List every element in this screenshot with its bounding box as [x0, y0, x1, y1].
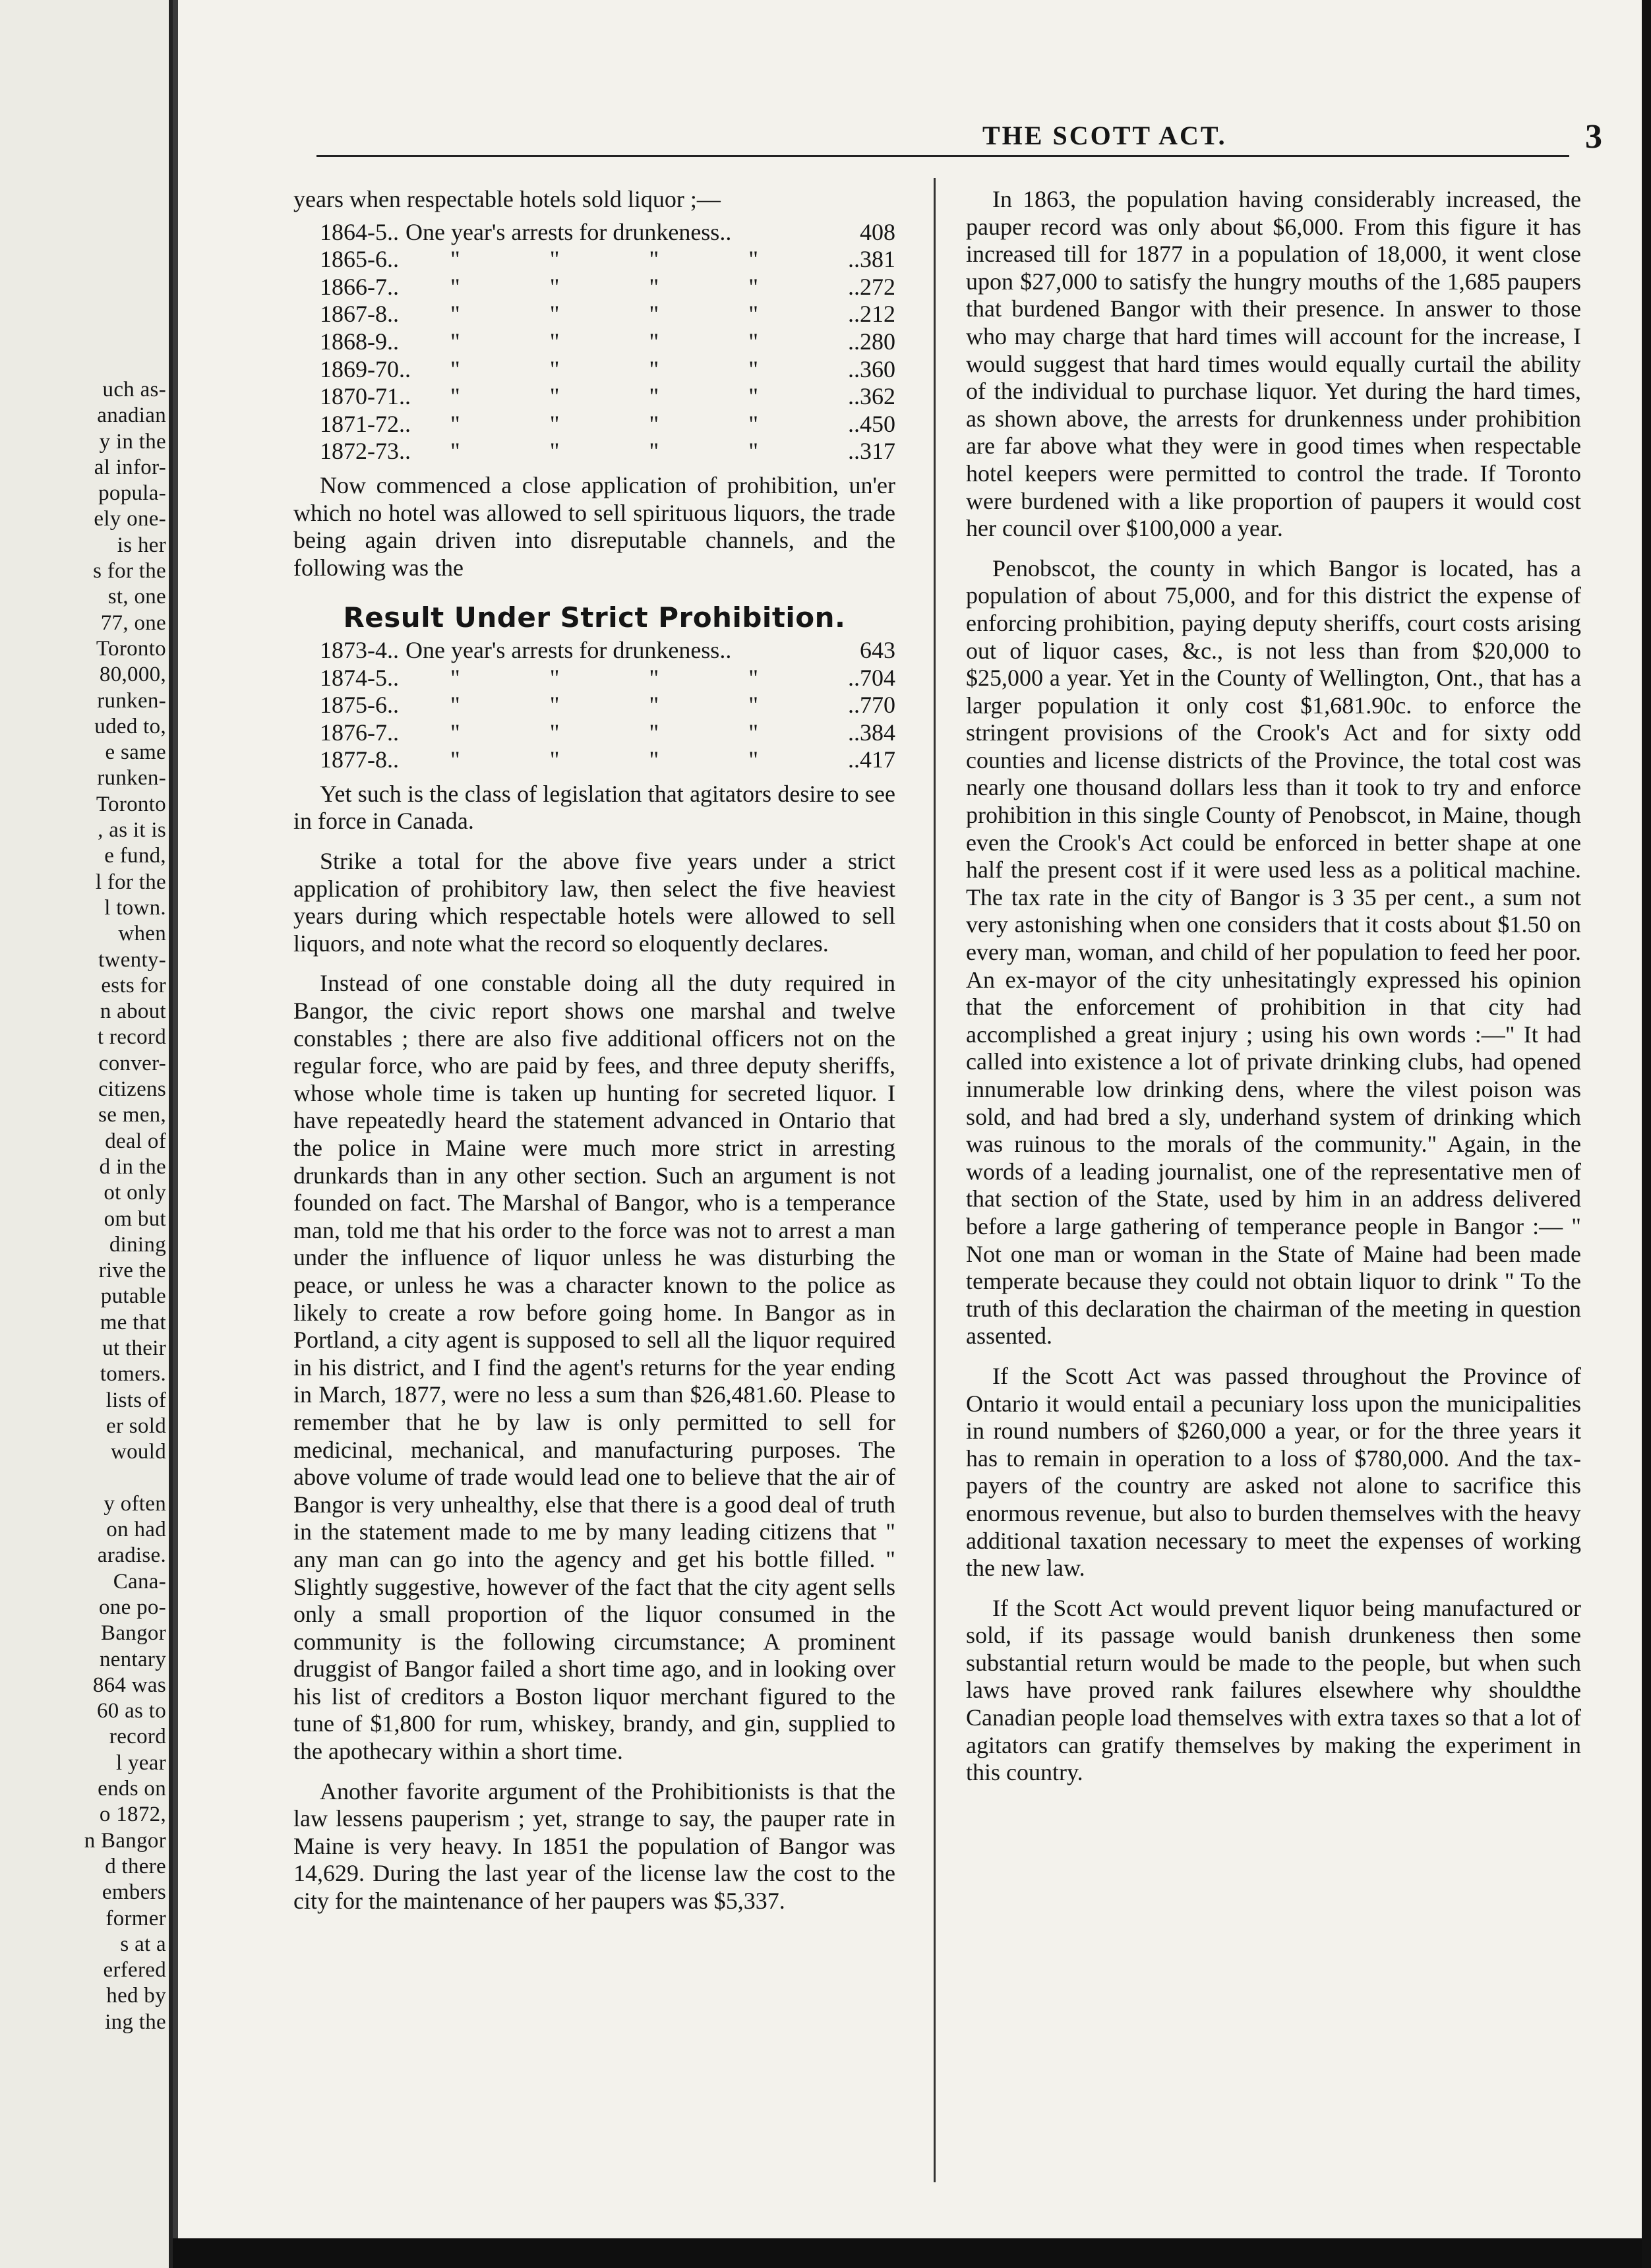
ditto-mark: "	[549, 410, 560, 437]
margin-fragment: ests for	[101, 973, 166, 998]
ditto-mark: "	[748, 301, 758, 328]
ditto-mark: "	[549, 273, 560, 300]
ditto-mark: "	[450, 383, 460, 410]
margin-fragment: 77, one	[100, 611, 166, 635]
arrest-row	[293, 665, 895, 692]
arrest-row	[293, 219, 895, 247]
ditto-marks	[405, 746, 803, 774]
ditto-mark: "	[748, 328, 758, 355]
ditto-marks	[405, 274, 803, 301]
scan-shadow-bottom	[173, 2238, 1651, 2268]
paragraph-another: Another favorite argument of the Prohibitionists is that the law lessens pauperism ; yet, strange to say, the pauper rate in Maine is very heavy. In 1851 the population of Bangor was 14,629. During the last year of the license law the cost to the city for the maintenance of her paupers was $5,337.	[293, 1777, 895, 1915]
margin-fragment: uded to,	[94, 714, 166, 738]
margin-fragment: 864 was	[92, 1673, 166, 1697]
ditto-mark: "	[748, 273, 758, 300]
arrest-year: 1870-71..	[320, 383, 411, 410]
margin-fragment: uch as-	[102, 378, 166, 402]
ditto-marks	[405, 328, 803, 356]
paragraph-yet: Yet such is the class of legislation that agitators desire to see in force in Canada.	[293, 780, 895, 835]
margin-fragment	[0, 1465, 166, 1491]
margin-fragment: lists of	[105, 1388, 166, 1412]
margin-fragment: Toronto	[96, 792, 166, 816]
running-title: THE SCOTT ACT.	[982, 121, 1227, 150]
ditto-mark: "	[549, 355, 560, 382]
arrest-row	[293, 746, 895, 774]
scan-shadow-right	[1642, 0, 1651, 2268]
column-divider	[934, 178, 936, 2182]
arrest-count: ..272	[848, 273, 895, 300]
margin-fragment: when	[118, 922, 166, 946]
ditto-mark: "	[748, 355, 758, 382]
paragraph-1863: In 1863, the population having considerably increased, the pauper record was only about $6,000. From this figure it has increased till for 1877 in a population of 18,000, it went close upon $27,000 to satisfy the hungry mouths of the 1,685 paupers that burdened Bangor with their presence. In answer to those who may charge that hard times will account for the increase, I would suggest that hard times would equally curtail the ability of the individual to purchase liquor. Yet during the hard times, as shown above, the arrests for drunkenness under prohibition are far above what they were in good times when respectable hotel keepers were permitted to control the trade. If Toronto were burdened with a like proportion of paupers it would cost her council over $100,000 a year.	[966, 186, 1581, 542]
arrest-count: ..384	[848, 719, 895, 746]
arrest-count: ..212	[848, 301, 895, 328]
arrest-year: 1877-8..	[320, 746, 399, 773]
margin-fragment: l for the	[95, 870, 166, 894]
ditto-marks	[405, 719, 803, 747]
margin-fragment: d there	[105, 1854, 166, 1878]
margin-fragment: e same	[105, 740, 166, 765]
margin-fragment: st, one	[107, 585, 166, 609]
arrest-row	[293, 692, 895, 719]
ditto-mark: "	[748, 383, 758, 410]
arrest-row	[293, 246, 895, 274]
arrest-row	[293, 301, 895, 328]
ditto-mark: "	[649, 692, 659, 719]
ditto-mark: "	[649, 383, 659, 410]
ditto-marks	[405, 356, 803, 384]
margin-fragment: Cana-	[113, 1569, 166, 1594]
ditto-mark: "	[748, 746, 758, 773]
license-arrests-table	[293, 219, 895, 465]
ditto-mark: "	[450, 438, 460, 465]
margin-fragment: er sold	[106, 1414, 166, 1438]
ditto-mark: "	[748, 692, 758, 719]
ditto-mark: "	[649, 746, 659, 773]
paragraph-strike: Strike a total for the above five years under a strict application of prohibitory law, then select the five heaviest years during which respectable hotels were allowed to sell liquors, and note what the record so eloquently declares.	[293, 848, 895, 957]
ditto-mark: "	[450, 664, 460, 691]
arrest-row	[293, 274, 895, 301]
ditto-mark: "	[450, 301, 460, 328]
arrest-count: ..417	[848, 746, 895, 773]
ditto-mark: "	[748, 664, 758, 691]
arrest-year: 1871-72..	[320, 410, 411, 437]
margin-fragment: is her	[117, 533, 166, 557]
margin-fragment: ut their	[102, 1336, 166, 1360]
ditto-mark: "	[450, 719, 460, 746]
margin-fragment: citizens	[98, 1077, 166, 1102]
arrest-year: 1872-73..	[320, 438, 411, 465]
arrest-year: 1869-70..	[320, 355, 411, 382]
intro-line: years when respectable hotels sold liquor ;—	[293, 186, 721, 212]
ditto-mark: "	[549, 328, 560, 355]
header-rule	[316, 155, 1569, 157]
ditto-mark: "	[549, 664, 560, 691]
ditto-mark: "	[549, 383, 560, 410]
margin-fragment: hed by	[106, 1984, 166, 2008]
margin-fragment: s for the	[93, 559, 166, 583]
margin-fragment: embers	[102, 1880, 166, 1905]
arrest-count: ..381	[848, 246, 895, 273]
margin-fragment: ely one-	[94, 507, 166, 531]
margin-fragment: 60 as to	[96, 1699, 166, 1723]
arrest-row	[293, 383, 895, 411]
margin-fragment: aradise.	[97, 1543, 166, 1568]
ditto-mark: "	[649, 273, 659, 300]
paragraph-penobscot: Penobscot, the county in which Bangor is located, has a population of about 75,000, and for this district the expense of enforcing prohibition, paying deputy sheriffs, court costs arising out of liquor cases, &c., is not less than from $20,000 to $25,000 a year. Yet in the County of Wellington, Ont., that has a larger population it only cost $1,681.90c. to enforce the stringent provisions of the Crook's Act and for sixty odd counties and license districts of the Province, the total cost was nearly one thousand dollars less than it took to try and enforce prohibition in this single County of Penobscot, in Maine, though even the Crook's Act could be enforced in better shape at one half the present cost if it were used less as a political machine. The tax rate in the city of Bangor is 3 35 per cent., a sum not very astonishing when one considers that it costs about $1.50 on every man, woman, and child of her population to feed her poor. An ex-mayor of the city unhesitatingly expressed his opinion that the enforcement of prohibition in that city had accomplished a great injury ; using his own words :—" It had called into existence a lot of private drinking clubs, had opened innumerable low drinking dens, where the vilest poison was sold, and had bred a sly, underhand system of drinking which was ruinous to the morals of the community." Again, in the words of a leading journalist, one of the representative men of that section of the State, used by him in an address delivered before a large gathering of temperance people in Bangor :— " Not one man or woman in the State of Maine had been made temperate because they could not obtain liquor to drink " To the truth of this declaration the chairman of the meeting in question assented.	[966, 554, 1581, 1350]
arrest-row	[293, 328, 895, 356]
ditto-mark: "	[649, 355, 659, 382]
margin-fragment: al infor-	[94, 455, 166, 479]
ditto-mark: "	[549, 692, 560, 719]
margin-fragment: runken-	[97, 766, 166, 791]
margin-fragment: would	[111, 1440, 166, 1464]
arrest-year: 1875-6..	[320, 692, 399, 719]
margin-fragment: n Bangor	[84, 1828, 166, 1853]
arrest-count: 643	[860, 636, 895, 663]
margin-fragment: Toronto	[96, 636, 166, 661]
arrest-year: 1876-7..	[320, 719, 399, 746]
margin-fragment: 80,000,	[99, 663, 166, 687]
margin-fragment: o 1872,	[99, 1803, 166, 1827]
ditto-mark: "	[450, 355, 460, 382]
ditto-mark: "	[649, 719, 659, 746]
page	[178, 0, 1642, 2238]
arrest-count: ..360	[848, 355, 895, 382]
ditto-mark: "	[450, 246, 460, 273]
margin-fragment: one po-	[99, 1595, 166, 1619]
ditto-mark: "	[549, 719, 560, 746]
arrest-count: ..362	[848, 383, 895, 410]
margin-fragment: e fund,	[104, 844, 166, 868]
ditto-mark: "	[549, 301, 560, 328]
arrest-label: One year's arrests for drunkeness..	[405, 636, 732, 663]
arrest-count: ..450	[848, 410, 895, 437]
arrest-year: 1867-8..	[320, 301, 399, 328]
margin-fragment: nentary	[99, 1647, 166, 1671]
arrest-year: 1873-4..	[320, 636, 399, 663]
margin-fragment: tomers.	[100, 1362, 166, 1387]
arrest-year: 1864-5..	[320, 218, 399, 245]
margin-fragment: n about	[100, 1000, 166, 1024]
paragraph-commenced: Now commenced a close application of prohibition, un'er which no hotel was allowed to sell spirituous liquors, the trade being again driven into disreputable channels, and the following was the	[293, 471, 895, 581]
ditto-mark: "	[748, 246, 758, 273]
section-heading: Result Under Strict Prohibition.	[343, 601, 846, 634]
ditto-marks	[405, 246, 803, 274]
ditto-mark: "	[549, 246, 560, 273]
margin-fragment: record	[109, 1725, 166, 1749]
margin-fragment: om but	[104, 1207, 166, 1231]
right-column	[966, 186, 1581, 1787]
margin-fragment: deal of	[105, 1129, 166, 1153]
margin-fragment: twenty-	[98, 947, 166, 972]
ditto-mark: "	[450, 746, 460, 773]
margin-fragment: y often	[104, 1491, 166, 1516]
previous-page-edge	[0, 0, 173, 2268]
arrest-row	[293, 411, 895, 438]
ditto-marks	[405, 383, 803, 411]
margin-fragment: d in the	[99, 1154, 166, 1179]
margin-fragment: l town.	[104, 895, 166, 920]
margin-fragment: putable	[100, 1284, 166, 1309]
margin-fragment: runken-	[97, 688, 166, 713]
arrest-year: 1866-7..	[320, 273, 399, 300]
arrest-year: 1868-9..	[320, 328, 399, 355]
margin-fragment: s at a	[120, 1932, 166, 1956]
margin-fragment: popula-	[98, 481, 166, 506]
ditto-mark: "	[450, 273, 460, 300]
margin-fragment: rive the	[98, 1259, 166, 1283]
arrest-year: 1865-6..	[320, 246, 399, 273]
margin-fragment: former	[105, 1906, 166, 1930]
ditto-mark: "	[549, 746, 560, 773]
margin-fragment: me that	[100, 1310, 166, 1334]
ditto-mark: "	[450, 328, 460, 355]
margin-fragment: t record	[97, 1025, 166, 1050]
ditto-marks	[405, 665, 803, 692]
ditto-mark: "	[649, 328, 659, 355]
ditto-mark: "	[748, 410, 758, 437]
arrest-count: ..770	[848, 692, 895, 719]
ditto-marks	[405, 438, 803, 465]
margin-fragment: on had	[106, 1518, 166, 1542]
ditto-mark: "	[649, 301, 659, 328]
arrest-count: 408	[860, 218, 895, 245]
ditto-mark: "	[748, 438, 758, 465]
arrest-count: ..704	[848, 664, 895, 691]
arrest-count: ..317	[848, 438, 895, 465]
arrest-row	[293, 356, 895, 384]
margin-fragment: , as it is	[98, 818, 166, 843]
margin-fragment: anadian	[97, 403, 166, 428]
page-number: 3	[1585, 118, 1602, 156]
paragraph-if-passed: If the Scott Act was passed throughout the Province of Ontario it would entail a pecuniary loss upon the municipalities in round numbers of $260,000 a year, or for the three years it has to remain in operation to a loss of $780,000. And the tax-payers of the country are asked not alone to sacrifice this enormous revenue, but also to burden themselves with the heavy additional taxation necessary to meet the expenses of working the new law.	[966, 1362, 1581, 1582]
ditto-mark: "	[649, 246, 659, 273]
gutter-shadow	[173, 0, 178, 2268]
margin-fragment: y in the	[99, 429, 166, 454]
margin-fragment: conver-	[98, 1051, 166, 1075]
margin-fragment: ot only	[104, 1181, 166, 1205]
ditto-mark: "	[649, 664, 659, 691]
running-header	[316, 117, 1602, 157]
previous-page-text-fragments	[0, 377, 166, 2035]
ditto-marks	[405, 692, 803, 719]
ditto-mark: "	[649, 410, 659, 437]
ditto-mark: "	[450, 692, 460, 719]
margin-fragment: erfered	[103, 1958, 166, 1983]
ditto-mark: "	[450, 410, 460, 437]
arrest-row	[293, 719, 895, 747]
margin-fragment: ends on	[98, 1777, 166, 1801]
ditto-marks	[405, 301, 803, 328]
arrest-count: ..280	[848, 328, 895, 355]
paragraph-instead: Instead of one constable doing all the duty required in Bangor, the civic report shows one marshal and twelve constables ; there are also five additional officers not on the regular force, who are paid by fees, and three deputy sheriffs, whose whole time is taken up hunting for secreted liquor. I have repeatedly heard the statement advanced in Ontario that the police in Maine were much more strict in arresting drunkards than in any other section. Such an argument is not founded on fact. The Marshal of Bangor, who is a temperance man, told me that his order to the force was not to arrest a man under the influence of liquor unless he was disturbing the peace, or unless he was a character known to the police as likely to create a row before going home. In Bangor as in Portland, a city agent is supposed to sell all the liquor required in his district, and I find the agent's returns for the year ending in March, 1877, were no less a sum than $26,481.60. Please to remember that he by law is only permitted to sell for medicinal, mechanical, and manufacturing purposes. The above volume of trade would lead one to believe that the air of Bangor is very unhealthy, else that there is a good deal of truth in the statement made to me by many leading citizens that " any man can go into the agency and get his bottle filled. " Slightly suggestive, however of the fact that the city agent sells only a small proportion of the liquor consumed in the community is the following circumstance; A prominent druggist of Bangor failed a short time ago, and in looking over his list of creditors a Boston liquor merchant figured to the tune of $1,800 for rum, whiskey, brandy, and gin, supplied to the apothecary within a short time.	[293, 970, 895, 1765]
arrest-label: One year's arrests for drunkeness..	[405, 218, 732, 245]
ditto-mark: "	[649, 438, 659, 465]
ditto-mark: "	[748, 719, 758, 746]
paragraph-if-prevent: If the Scott Act would prevent liquor being manufactured or sold, if its passage would banish drunkeness then some substantial return would be made to the people, but when such laws have proved rank failures elsewhere why shouldthe Canadian people load themselves with extra taxes so that a lot of agitators can gratify themselves by making the experiment in this country.	[966, 1594, 1581, 1786]
arrest-row	[293, 438, 895, 465]
margin-fragment: Bangor	[101, 1621, 166, 1646]
arrest-row	[293, 637, 895, 665]
margin-fragment: ing the	[105, 2010, 166, 2034]
margin-fragment: se men,	[98, 1103, 166, 1127]
arrest-year: 1874-5..	[320, 664, 399, 691]
left-column	[293, 186, 895, 1915]
margin-fragment: l year	[115, 1750, 166, 1775]
ditto-mark: "	[549, 438, 560, 465]
margin-fragment: dining	[109, 1232, 166, 1257]
ditto-marks	[405, 411, 803, 438]
prohibition-arrests-table	[293, 637, 895, 774]
